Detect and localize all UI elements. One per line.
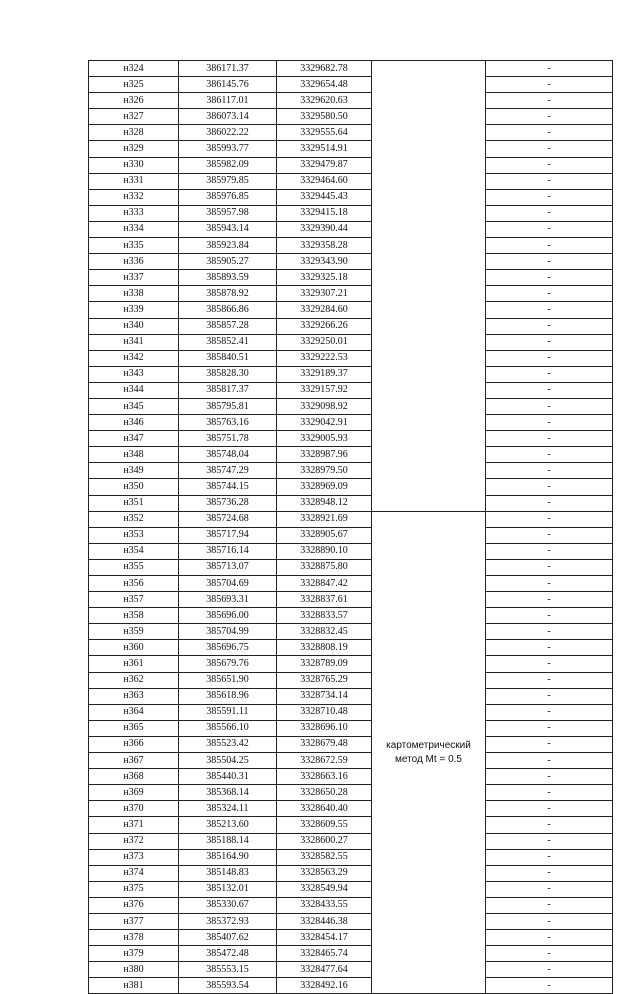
x-coordinate-cell: 385407.62 [179,930,277,946]
point-name-cell: н368 [89,769,179,785]
table-row [89,704,613,720]
y-coordinate-cell: 3329479.87 [277,157,372,173]
y-coordinate-cell: 3328650.28 [277,785,372,801]
x-coordinate-cell: 385993.77 [179,141,277,157]
table-row [89,543,613,559]
point-name-cell: н333 [89,205,179,221]
point-name-cell: н371 [89,817,179,833]
extra-value-cell: - [486,978,613,994]
x-coordinate-cell: 385324.11 [179,801,277,817]
table-row [89,527,613,543]
x-coordinate-cell: 385693.31 [179,592,277,608]
extra-value-cell: - [486,318,613,334]
table-row [89,221,613,237]
point-name-cell: н364 [89,704,179,720]
table-row [89,238,613,254]
table-row [89,173,613,189]
extra-value-cell: - [486,366,613,382]
extra-value-cell: - [486,930,613,946]
point-name-cell: н348 [89,447,179,463]
y-coordinate-cell: 3328477.64 [277,962,372,978]
method-accuracy: метод Mt = 0.5 [395,753,462,765]
y-coordinate-cell: 3328847.42 [277,576,372,592]
x-coordinate-cell: 385852.41 [179,334,277,350]
y-coordinate-cell: 3328609.55 [277,817,372,833]
table-row [89,576,613,592]
y-coordinate-cell: 3329555.64 [277,125,372,141]
point-name-cell: н337 [89,270,179,286]
x-coordinate-cell: 385523.42 [179,736,277,752]
extra-value-cell: - [486,543,613,559]
table-row [89,270,613,286]
table-row [89,672,613,688]
table-row [89,978,613,994]
point-name-cell: н332 [89,189,179,205]
x-coordinate-cell: 386171.37 [179,61,277,77]
extra-value-cell: - [486,769,613,785]
table-row [89,608,613,624]
x-coordinate-cell: 385979.85 [179,173,277,189]
point-name-cell: н327 [89,109,179,125]
extra-value-cell: - [486,720,613,736]
point-name-cell: н369 [89,785,179,801]
table-row [89,157,613,173]
y-coordinate-cell: 3329098.92 [277,398,372,414]
extra-value-cell: - [486,350,613,366]
point-name-cell: н376 [89,897,179,913]
point-name-cell: н360 [89,640,179,656]
point-name-cell: н325 [89,77,179,93]
x-coordinate-cell: 385679.76 [179,656,277,672]
x-coordinate-cell: 385704.99 [179,624,277,640]
table-row [89,205,613,221]
table-row [89,801,613,817]
extra-value-cell: - [486,302,613,318]
x-coordinate-cell: 385840.51 [179,350,277,366]
extra-value-cell: - [486,833,613,849]
extra-value-cell: - [486,736,613,752]
y-coordinate-cell: 3328600.27 [277,833,372,849]
table-row [89,431,613,447]
y-coordinate-cell: 3329042.91 [277,415,372,431]
table-row [89,93,613,109]
table-row [89,415,613,431]
table-row [89,559,613,575]
x-coordinate-cell: 385943.14 [179,221,277,237]
y-coordinate-cell: 3328765.29 [277,672,372,688]
point-name-cell: н347 [89,431,179,447]
y-coordinate-cell: 3328696.10 [277,720,372,736]
extra-value-cell: - [486,656,613,672]
y-coordinate-cell: 3328672.59 [277,753,372,769]
x-coordinate-cell: 385591.11 [179,704,277,720]
x-coordinate-cell: 385696.75 [179,640,277,656]
extra-value-cell: - [486,334,613,350]
point-name-cell: н374 [89,865,179,881]
table-row [89,382,613,398]
extra-value-cell: - [486,109,613,125]
extra-value-cell: - [486,962,613,978]
x-coordinate-cell: 385763.16 [179,415,277,431]
point-name-cell: н377 [89,913,179,929]
table-row [89,833,613,849]
extra-value-cell: - [486,849,613,865]
x-coordinate-cell: 385440.31 [179,769,277,785]
y-coordinate-cell: 3328446.38 [277,913,372,929]
x-coordinate-cell: 385148.83 [179,865,277,881]
x-coordinate-cell: 385713.07 [179,559,277,575]
x-coordinate-cell: 385504.25 [179,753,277,769]
point-name-cell: н363 [89,688,179,704]
method-name: картометрический [386,739,471,751]
y-coordinate-cell: 3329580.50 [277,109,372,125]
extra-value-cell: - [486,624,613,640]
point-name-cell: н343 [89,366,179,382]
y-coordinate-cell: 3328890.10 [277,543,372,559]
y-coordinate-cell: 3328679.48 [277,736,372,752]
x-coordinate-cell: 385817.37 [179,382,277,398]
x-coordinate-cell: 385651.90 [179,672,277,688]
x-coordinate-cell: 385566.10 [179,720,277,736]
x-coordinate-cell: 385132.01 [179,881,277,897]
table-row [89,495,613,511]
coordinates-table [88,60,613,994]
extra-value-cell: - [486,688,613,704]
point-name-cell: н350 [89,479,179,495]
extra-value-cell: - [486,382,613,398]
table-row [89,61,613,77]
y-coordinate-cell: 3328808.19 [277,640,372,656]
y-coordinate-cell: 3329222.53 [277,350,372,366]
y-coordinate-cell: 3328454.17 [277,930,372,946]
y-coordinate-cell: 3328465.74 [277,946,372,962]
table-row [89,398,613,414]
y-coordinate-cell: 3328582.55 [277,849,372,865]
coordinates-table-body [89,61,613,994]
table-row [89,930,613,946]
extra-value-cell: - [486,897,613,913]
y-coordinate-cell: 3329343.90 [277,254,372,270]
y-coordinate-cell: 3328433.55 [277,897,372,913]
table-row [89,656,613,672]
extra-value-cell: - [486,61,613,77]
table-row [89,141,613,157]
x-coordinate-cell: 385618.96 [179,688,277,704]
x-coordinate-cell: 385736.28 [179,495,277,511]
table-row [89,592,613,608]
y-coordinate-cell: 3328969.09 [277,479,372,495]
point-name-cell: н329 [89,141,179,157]
method-cell [372,61,486,512]
point-name-cell: н370 [89,801,179,817]
extra-value-cell: - [486,221,613,237]
x-coordinate-cell: 385188.14 [179,833,277,849]
point-name-cell: н380 [89,962,179,978]
extra-value-cell: - [486,141,613,157]
extra-value-cell: - [486,865,613,881]
extra-value-cell: - [486,431,613,447]
x-coordinate-cell: 385828.30 [179,366,277,382]
table-row [89,479,613,495]
x-coordinate-cell: 386073.14 [179,109,277,125]
table-row [89,511,613,527]
y-coordinate-cell: 3329620.63 [277,93,372,109]
x-coordinate-cell: 385372.93 [179,913,277,929]
y-coordinate-cell: 3328833.57 [277,608,372,624]
y-coordinate-cell: 3328921.69 [277,511,372,527]
y-coordinate-cell: 3329445.43 [277,189,372,205]
point-name-cell: н328 [89,125,179,141]
point-name-cell: н336 [89,254,179,270]
extra-value-cell: - [486,447,613,463]
table-row [89,817,613,833]
point-name-cell: н338 [89,286,179,302]
x-coordinate-cell: 385368.14 [179,785,277,801]
point-name-cell: н361 [89,656,179,672]
extra-value-cell: - [486,946,613,962]
table-row [89,318,613,334]
extra-value-cell: - [486,173,613,189]
extra-value-cell: - [486,463,613,479]
extra-value-cell: - [486,398,613,414]
extra-value-cell: - [486,238,613,254]
table-row [89,688,613,704]
y-coordinate-cell: 3329682.78 [277,61,372,77]
table-row [89,849,613,865]
y-coordinate-cell: 3328663.16 [277,769,372,785]
extra-value-cell: - [486,125,613,141]
point-name-cell: н330 [89,157,179,173]
y-coordinate-cell: 3329266.26 [277,318,372,334]
x-coordinate-cell: 385704.69 [179,576,277,592]
x-coordinate-cell: 385593.54 [179,978,277,994]
point-name-cell: н335 [89,238,179,254]
extra-value-cell: - [486,527,613,543]
table-row [89,913,613,929]
x-coordinate-cell: 385747.29 [179,463,277,479]
x-coordinate-cell: 385553.15 [179,962,277,978]
y-coordinate-cell: 3329284.60 [277,302,372,318]
extra-value-cell: - [486,286,613,302]
extra-value-cell: - [486,479,613,495]
point-name-cell: н353 [89,527,179,543]
y-coordinate-cell: 3329415.18 [277,205,372,221]
table-row [89,302,613,318]
x-coordinate-cell: 385795.81 [179,398,277,414]
y-coordinate-cell: 3328492.16 [277,978,372,994]
point-name-cell: н340 [89,318,179,334]
y-coordinate-cell: 3329358.28 [277,238,372,254]
point-name-cell: н334 [89,221,179,237]
point-name-cell: н366 [89,736,179,752]
extra-value-cell: - [486,511,613,527]
table-row [89,736,613,752]
x-coordinate-cell: 385213.60 [179,817,277,833]
extra-value-cell: - [486,881,613,897]
point-name-cell: н359 [89,624,179,640]
point-name-cell: н341 [89,334,179,350]
point-name-cell: н367 [89,753,179,769]
y-coordinate-cell: 3329307.21 [277,286,372,302]
x-coordinate-cell: 385330.67 [179,897,277,913]
x-coordinate-cell: 385751.78 [179,431,277,447]
y-coordinate-cell: 3329005.93 [277,431,372,447]
point-name-cell: н342 [89,350,179,366]
extra-value-cell: - [486,93,613,109]
y-coordinate-cell: 3328832.45 [277,624,372,640]
point-name-cell: н345 [89,398,179,414]
table-row [89,189,613,205]
extra-value-cell: - [486,576,613,592]
table-row [89,624,613,640]
extra-value-cell: - [486,205,613,221]
table-row [89,720,613,736]
y-coordinate-cell: 3328948.12 [277,495,372,511]
y-coordinate-cell: 3328640.40 [277,801,372,817]
table-row [89,109,613,125]
point-name-cell: н379 [89,946,179,962]
table-row [89,785,613,801]
table-row [89,125,613,141]
extra-value-cell: - [486,913,613,929]
table-row [89,77,613,93]
point-name-cell: н381 [89,978,179,994]
y-coordinate-cell: 3329464.60 [277,173,372,189]
x-coordinate-cell: 386022.22 [179,125,277,141]
point-name-cell: н355 [89,559,179,575]
y-coordinate-cell: 3328789.09 [277,656,372,672]
y-coordinate-cell: 3329189.37 [277,366,372,382]
y-coordinate-cell: 3328710.48 [277,704,372,720]
point-name-cell: н373 [89,849,179,865]
table-row [89,946,613,962]
x-coordinate-cell: 385717.94 [179,527,277,543]
point-name-cell: н324 [89,61,179,77]
extra-value-cell: - [486,592,613,608]
x-coordinate-cell: 385696.00 [179,608,277,624]
table-row [89,286,613,302]
point-name-cell: н349 [89,463,179,479]
extra-value-cell: - [486,157,613,173]
y-coordinate-cell: 3329250.01 [277,334,372,350]
x-coordinate-cell: 385982.09 [179,157,277,173]
extra-value-cell: - [486,77,613,93]
x-coordinate-cell: 385905.27 [179,254,277,270]
x-coordinate-cell: 385748.04 [179,447,277,463]
extra-value-cell: - [486,189,613,205]
table-row [89,897,613,913]
x-coordinate-cell: 385472.48 [179,946,277,962]
point-name-cell: н365 [89,720,179,736]
x-coordinate-cell: 385893.59 [179,270,277,286]
table-row [89,769,613,785]
extra-value-cell: - [486,801,613,817]
extra-value-cell: - [486,704,613,720]
extra-value-cell: - [486,785,613,801]
x-coordinate-cell: 385866.86 [179,302,277,318]
point-name-cell: н358 [89,608,179,624]
y-coordinate-cell: 3328875.80 [277,559,372,575]
y-coordinate-cell: 3328905.67 [277,527,372,543]
x-coordinate-cell: 385744.15 [179,479,277,495]
x-coordinate-cell: 385923.84 [179,238,277,254]
point-name-cell: н352 [89,511,179,527]
point-name-cell: н346 [89,415,179,431]
extra-value-cell: - [486,254,613,270]
y-coordinate-cell: 3328549.94 [277,881,372,897]
point-name-cell: н354 [89,543,179,559]
point-name-cell: н372 [89,833,179,849]
y-coordinate-cell: 3329390.44 [277,221,372,237]
point-name-cell: н375 [89,881,179,897]
x-coordinate-cell: 385164.90 [179,849,277,865]
x-coordinate-cell: 386117.01 [179,93,277,109]
table-row [89,254,613,270]
y-coordinate-cell: 3328837.61 [277,592,372,608]
table-row [89,366,613,382]
point-name-cell: н356 [89,576,179,592]
table-row [89,865,613,881]
table-row [89,753,613,769]
y-coordinate-cell: 3328987.96 [277,447,372,463]
method-cell [372,511,486,994]
point-name-cell: н344 [89,382,179,398]
x-coordinate-cell: 386145.76 [179,77,277,93]
x-coordinate-cell: 385716.14 [179,543,277,559]
point-name-cell: н351 [89,495,179,511]
point-name-cell: н331 [89,173,179,189]
point-name-cell: н326 [89,93,179,109]
point-name-cell: н362 [89,672,179,688]
y-coordinate-cell: 3329514.91 [277,141,372,157]
extra-value-cell: - [486,817,613,833]
extra-value-cell: - [486,608,613,624]
extra-value-cell: - [486,270,613,286]
table-row [89,463,613,479]
y-coordinate-cell: 3329325.18 [277,270,372,286]
table-row [89,334,613,350]
x-coordinate-cell: 385957.98 [179,205,277,221]
x-coordinate-cell: 385976.85 [179,189,277,205]
extra-value-cell: - [486,415,613,431]
extra-value-cell: - [486,672,613,688]
extra-value-cell: - [486,640,613,656]
table-row [89,350,613,366]
point-name-cell: н378 [89,930,179,946]
y-coordinate-cell: 3329157.92 [277,382,372,398]
x-coordinate-cell: 385857.28 [179,318,277,334]
x-coordinate-cell: 385878.92 [179,286,277,302]
table-row [89,881,613,897]
table-row [89,640,613,656]
table-row [89,447,613,463]
y-coordinate-cell: 3328563.29 [277,865,372,881]
table-row [89,962,613,978]
y-coordinate-cell: 3328979.50 [277,463,372,479]
extra-value-cell: - [486,559,613,575]
extra-value-cell: - [486,753,613,769]
extra-value-cell: - [486,495,613,511]
x-coordinate-cell: 385724.68 [179,511,277,527]
point-name-cell: н357 [89,592,179,608]
y-coordinate-cell: 3328734.14 [277,688,372,704]
y-coordinate-cell: 3329654.48 [277,77,372,93]
point-name-cell: н339 [89,302,179,318]
